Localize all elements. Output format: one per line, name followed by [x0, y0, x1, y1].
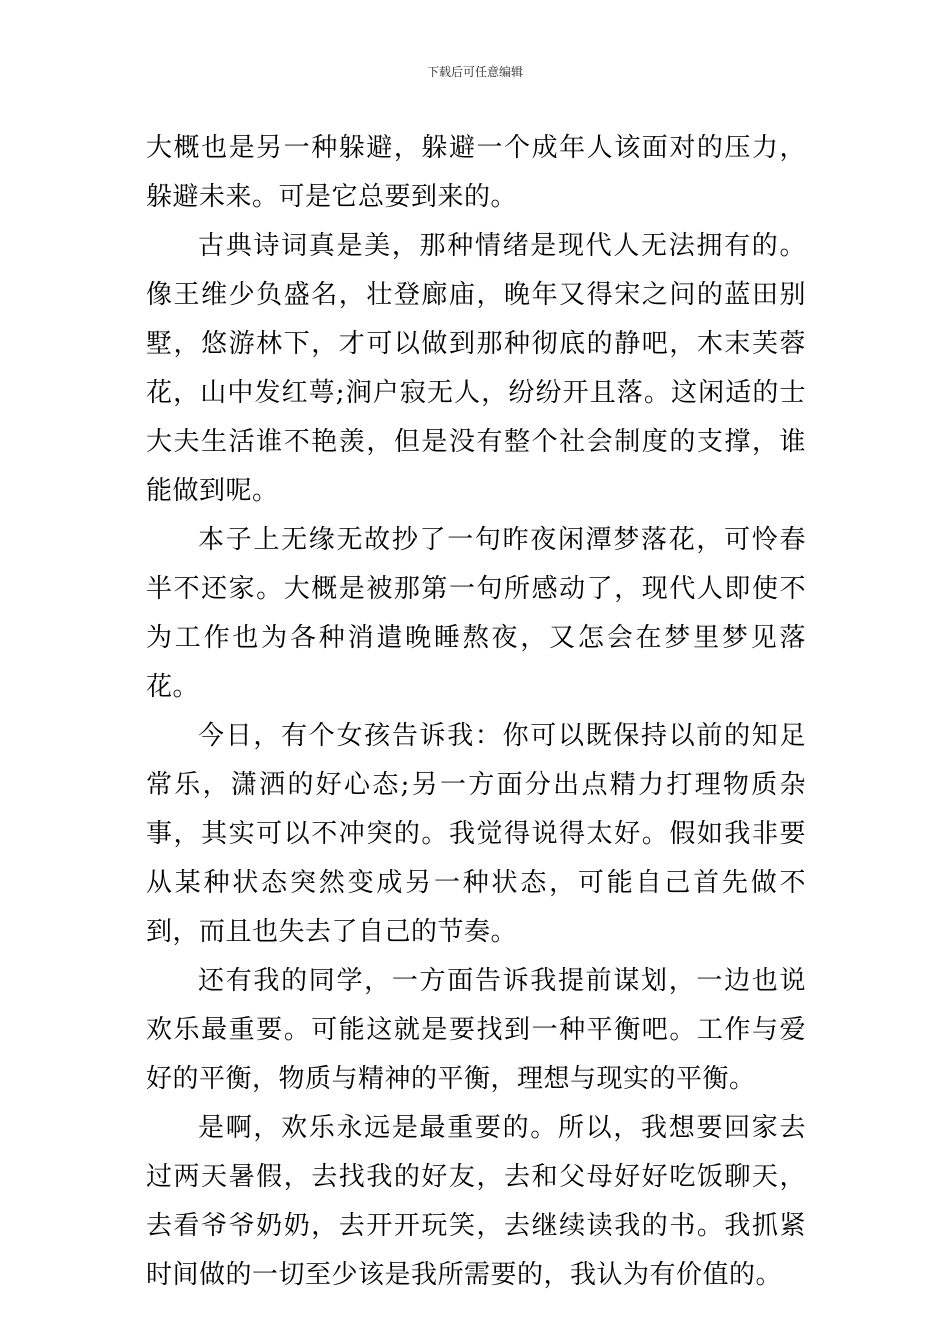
- paragraph-4: 今日，有个女孩告诉我：你可以既保持以前的知足常乐，潇洒的好心态;另一方面分出点精力打理物质杂事，其实可以不冲突的。我觉得说得太好。假如我非要从某种状态突然变成另一种状态，可能自己首先做不到，而且也失去了自己的节奏。: [146, 721, 806, 947]
- page-header: 下载后可任意编辑: [426, 65, 523, 79]
- paragraph-6: 是啊，欢乐永远是最重要的。所以，我想要回家去过两天暑假，去找我的好友，去和父母好好吃饭聊天，去看爷爷奶奶，去开开玩笑，去继续读我的书。我抓紧时间做的一切至少该是我所需要的，我认为有价值的。: [146, 1113, 806, 1290]
- paragraph-3: 本子上无缘无故抄了一句昨夜闲潭梦落花，可怜春半不还家。大概是被那第一句所感动了，现代人即使不为工作也为各种消遣晚睡熬夜，又怎会在梦里梦见落花。: [146, 525, 806, 702]
- paragraph-5: 还有我的同学，一方面告诉我提前谋划，一边也说欢乐最重要。可能这就是要找到一种平衡吧。工作与爱好的平衡，物质与精神的平衡，理想与现实的平衡。: [146, 966, 806, 1094]
- paragraph-1: 大概也是另一种躲避，躲避一个成年人该面对的压力，躲避未来。可是它总要到来的。: [146, 133, 806, 212]
- paragraph-2: 古典诗词真是美，那种情绪是现代人无法拥有的。像王维少负盛名，壮登廊庙，晚年又得宋之问的蓝田别墅，悠游林下，才可以做到那种彻底的静吧，木末芙蓉花，山中发红萼;涧户寂无人，纷纷开且落。这闲适的士大夫生活谁不艳羡，但是没有整个社会制度的支撑，谁能做到呢。: [146, 231, 806, 506]
- document-body: [146, 124, 806, 1300]
